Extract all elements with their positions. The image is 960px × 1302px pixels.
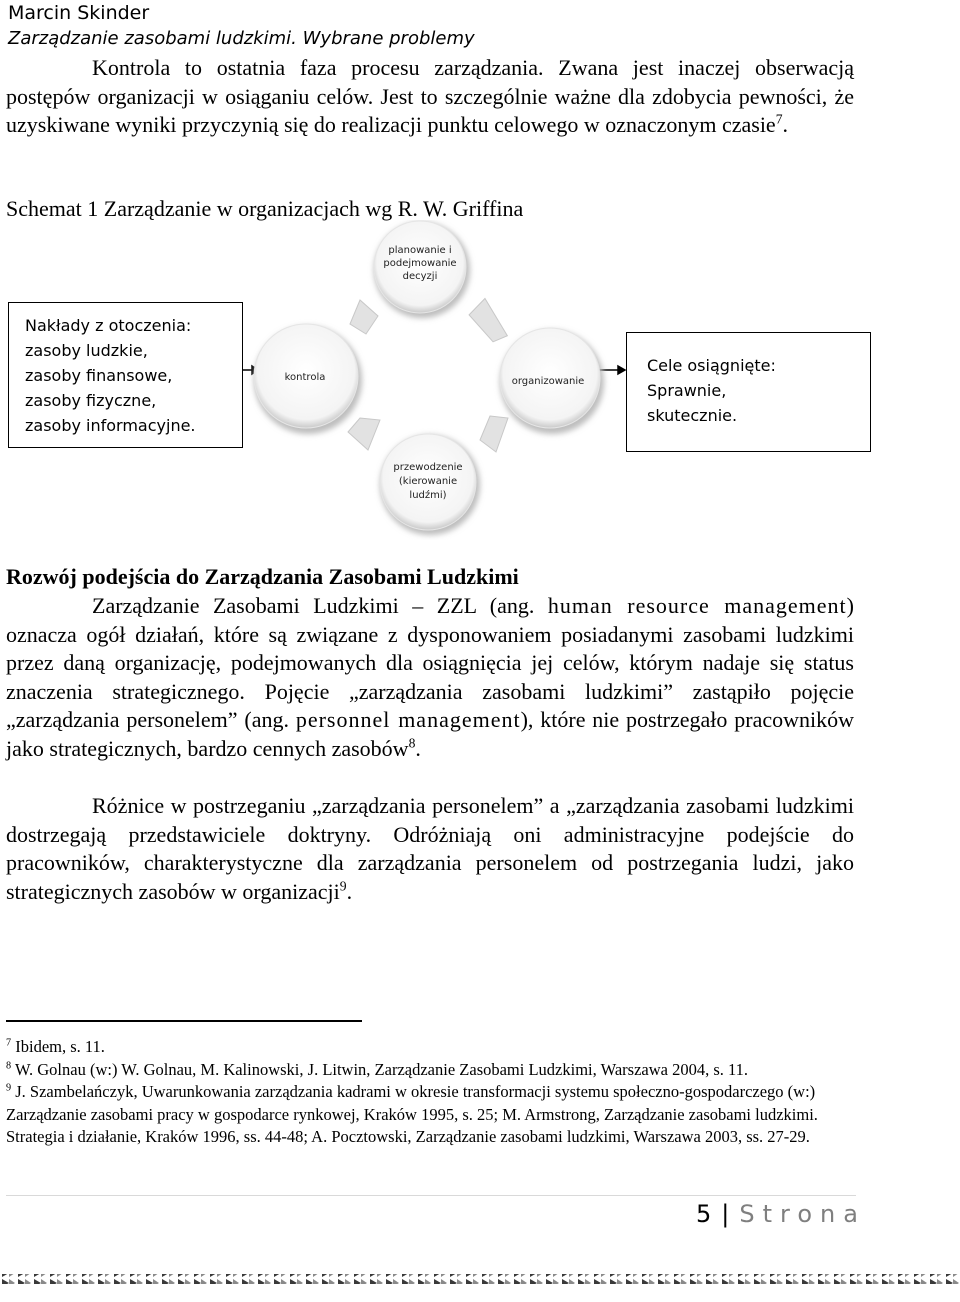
- para1-part-e: ), które nie postrzegało pracowników jako strategicznych, bardzo cennych zasobów: [6, 707, 854, 761]
- bottom-circle-line2: (kierowanie: [398, 476, 458, 487]
- goals-box: [626, 332, 871, 452]
- page-word: Strona: [739, 1200, 866, 1228]
- footnote-text: J. Szambelańczyk, Uwarunkowania zarządzania kadrami w okresie transformacji systemu społeczno-gospodarczego (w:) Zarządzanie zasobami pracy w gospodarce rynkowej, Kraków 1995, s. 25; M. Armstrong, Zarządzanie zasobami ludzkimi. Strategia i działanie, Kraków 1996, ss. 44-48; A. Pocztowski, Zarządzanie zasobami ludzkimi, Warszawa 2003, ss. 27-29.: [6, 1082, 818, 1146]
- footnote-8: [6, 1059, 856, 1082]
- header-author: Marcin Skinder: [8, 2, 150, 24]
- footer-rule: [6, 1195, 856, 1196]
- goals-line-3: skutecznie.: [647, 406, 738, 425]
- footnote-num: 9: [6, 1082, 12, 1094]
- para1-end: .: [415, 735, 421, 761]
- inputs-box: [8, 302, 243, 448]
- section-heading: Rozwój podejścia do Zarządzania Zasobami Ludzkimi: [6, 564, 519, 589]
- footnote-ref-7[interactable]: 7: [775, 111, 783, 127]
- para1-part-a: Zarządzanie Zasobami Ludzkimi – ZZL (ang.: [92, 593, 548, 618]
- diagram-caption: Schemat 1 Zarządzanie w organizacjach wg R. W. Griffina: [6, 196, 524, 221]
- top-circle-line2: podejmowanie: [383, 258, 457, 269]
- decorative-border: [0, 1268, 960, 1302]
- header-title: Zarządzanie zasobami ludzkimi. Wybrane problemy: [8, 28, 475, 49]
- footnote-num: 8: [6, 1060, 12, 1071]
- arrow-top-right: [467, 296, 508, 344]
- arrow-border-row: [0, 1274, 960, 1284]
- left-circle-label: kontrola: [284, 372, 326, 383]
- arrow-head-right: [618, 366, 625, 374]
- footnote-ref-8[interactable]: 8: [408, 735, 416, 751]
- inputs-line-1: Nakłady z otoczenia:: [25, 316, 192, 335]
- circle-top: [374, 221, 470, 318]
- arrow-top-left: [350, 300, 378, 334]
- footnote-num: 7: [6, 1037, 12, 1049]
- footnote-text: W. Golnau (w:) W. Golnau, M. Kalinowski, J. Litwin, Zarządzanie Zasobami Ludzkimi, Warszawa 2004, s. 11.: [14, 1059, 749, 1079]
- arrow-bottom-left: [348, 418, 380, 450]
- goals-line-2: Sprawnie,: [647, 381, 727, 400]
- intro-text: Kontrola to ostatnia faza procesu zarządzania. Zwana jest inaczej obserwacją postępów organizacji w osiąganiu celów. Jest to szczególnie ważne dla zdobycia pewności, że uzyskiwane wyniki przyczynią się do realizacji punktu celowego w oznaczonym czasie: [6, 55, 854, 137]
- footnote-9: [6, 1081, 856, 1149]
- cycle-arrows: [348, 296, 508, 452]
- footnotes: [6, 1036, 856, 1149]
- footnote-7: [6, 1036, 856, 1059]
- para1-part-c: ) oznacza ogół działań, które są związane z dysponowaniem posiadanymi zasobami ludzkimi przez daną organizację, podejmowanych dla osiągnięcia jej celów, którym nadaje się status znaczenia strategicznego. Pojęcie „zarządzania zasobami ludzkimi” zastąpiło pojęcie „zarządzania personelem” (ang.: [6, 593, 854, 732]
- intro-end: .: [782, 112, 789, 137]
- para2-end: .: [346, 878, 353, 904]
- footnote-text: Ibidem, s. 11.: [15, 1037, 105, 1056]
- top-circle-line1: planowanie i: [388, 245, 452, 256]
- footnote-separator: [6, 1020, 362, 1022]
- top-circle-line3: decyzji: [402, 271, 438, 282]
- para1-english-term-2: personnel management: [295, 707, 521, 732]
- right-circle-label: organizowanie: [511, 376, 585, 387]
- intro-paragraph: [6, 54, 854, 140]
- inputs-line-2: zasoby ludzkie,: [25, 341, 148, 360]
- bottom-circle-line1: przewodzenie: [393, 462, 463, 473]
- bottom-circle-line3: ludźmi): [409, 490, 447, 501]
- inputs-line-3: zasoby finansowe,: [25, 366, 173, 385]
- page-footer: [696, 1200, 866, 1228]
- footnote-ref-9[interactable]: 9: [339, 878, 347, 894]
- para1-english-term-1: human resource management: [547, 593, 847, 618]
- management-diagram: [0, 220, 960, 540]
- page-separator: |: [721, 1200, 730, 1228]
- para2-text: Różnice w postrzeganiu „zarządzania personelem” a „zarządzania zasobami ludzkimi dostrzegają przedstawiciele doktryny. Odróżniają oni administracyjne podejście do pracowników, charakterystyczne dla zarządzania personelem od postrzegania ludzi, jako strategicznych zasobów w organizacji: [6, 793, 854, 904]
- body-paragraph-1: [6, 592, 854, 763]
- arrow-bottom-right: [480, 416, 508, 452]
- inputs-line-5: zasoby informacyjne.: [25, 416, 196, 435]
- page-number: 5: [696, 1200, 712, 1228]
- inputs-line-4: zasoby fizyczne,: [25, 391, 157, 410]
- body-paragraph-2: [6, 792, 854, 906]
- goals-line-1: Cele osiągnięte:: [647, 356, 776, 375]
